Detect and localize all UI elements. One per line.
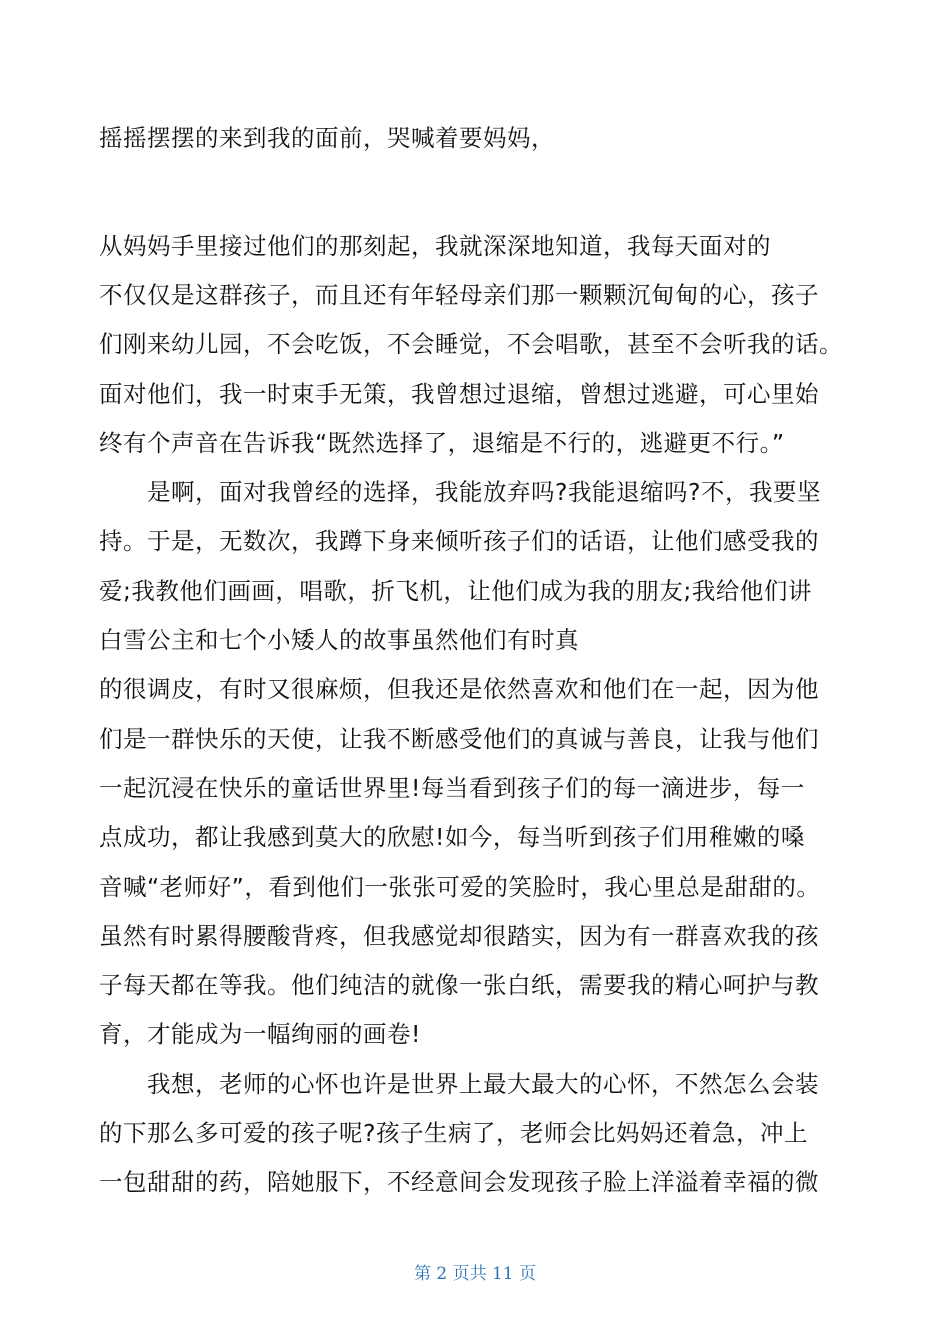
text-line: 终有个声音在告诉我“既然选择了，退缩是不行的，逃避更不行。” bbox=[99, 429, 785, 457]
text-line: 不仅仅是这群孩子，而且还有年轻母亲们那一颗颗沉甸甸的心，孩子 bbox=[99, 281, 819, 309]
page-number-footer: 第 2 页共 11 页 bbox=[413, 1264, 537, 1284]
text-line: 们刚来幼儿园，不会吃饭，不会睡觉，不会唱歌，甚至不会听我的话。 bbox=[99, 330, 843, 358]
text-line: 点成功，都让我感到莫大的欣慰!如今，每当听到孩子们用稚嫩的嗓 bbox=[99, 823, 805, 851]
text-line: 一起沉浸在快乐的童话世界里!每当看到孩子们的每一滴进步，每一 bbox=[99, 774, 805, 802]
text-line: 从妈妈手里接过他们的那刻起，我就深深地知道，我每天面对的 bbox=[99, 232, 771, 260]
text-line: 持。于是，无数次，我蹲下身来倾听孩子们的话语，让他们感受我的 bbox=[99, 527, 819, 555]
text-line: 一包甜甜的药，陪她服下，不经意间会发现孩子脸上洋溢着幸福的微 bbox=[99, 1168, 819, 1196]
text-line: 白雪公主和七个小矮人的故事虽然他们有时真 bbox=[99, 626, 579, 654]
text-line: 虽然有时累得腰酸背疼，但我感觉却很踏实，因为有一群喜欢我的孩 bbox=[99, 922, 819, 950]
text-line: 们是一群快乐的天使，让我不断感受他们的真诚与善良，让我与他们 bbox=[99, 725, 819, 753]
text-line: 的下那么多可爱的孩子呢?孩子生病了，老师会比妈妈还着急，冲上 bbox=[99, 1119, 808, 1147]
text-line: 子每天都在等我。他们纯洁的就像一张白纸，需要我的精心呵护与教 bbox=[99, 971, 819, 999]
text-line: 育，才能成为一幅绚丽的画卷! bbox=[99, 1020, 421, 1048]
text-line: 是啊，面对我曾经的选择，我能放弃吗?我能退缩吗?不，我要坚 bbox=[99, 478, 821, 506]
text-line: 的很调皮，有时又很麻烦，但我还是依然喜欢和他们在一起，因为他 bbox=[99, 675, 819, 703]
text-line: 爱;我教他们画画，唱歌，折飞机，让他们成为我的朋友;我给他们讲 bbox=[99, 577, 812, 605]
text-line: 我想，老师的心怀也许是世界上最大最大的心怀，不然怎么会装 bbox=[99, 1070, 819, 1098]
text-line: 音喊“老师好”，看到他们一张张可爱的笑脸时，我心里总是甜甜的。 bbox=[99, 873, 821, 901]
text-line: 摇摇摆摆的来到我的面前，哭喊着要妈妈， bbox=[99, 124, 555, 152]
text-line: 面对他们，我一时束手无策，我曾想过退缩，曾想过逃避，可心里始 bbox=[99, 380, 819, 408]
